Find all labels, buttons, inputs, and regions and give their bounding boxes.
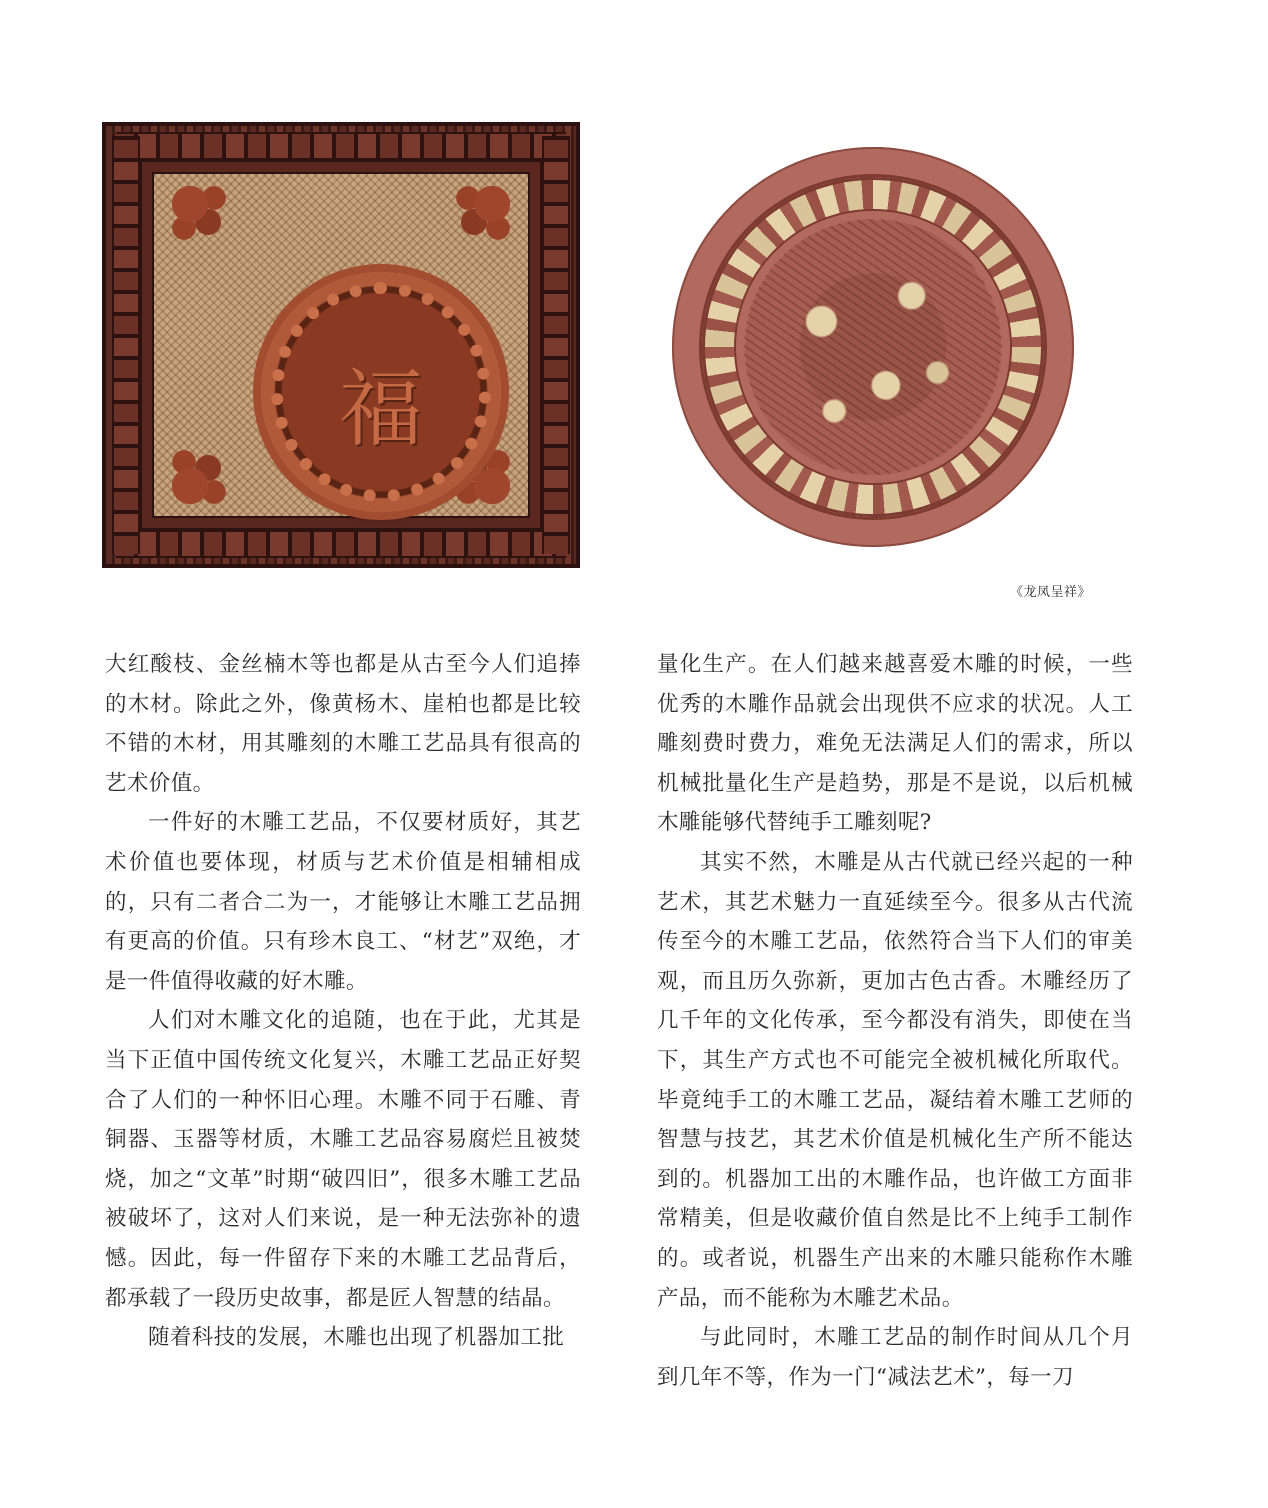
figure-caption: 《龙凤呈祥》	[1010, 585, 1092, 600]
fret-border-left	[112, 136, 140, 554]
round-inner-carving	[744, 219, 1002, 475]
paragraph: 量化生产。在人们越来越喜爱木雕的时候，一些优秀的木雕作品就会出现供不应求的状况。人工雕刻费时费力，难免无法满足人们的需求，所以机械批量化生产是趋势，那是不是说，以后机械木雕能够代替纯手工雕刻呢?	[657, 652, 1133, 836]
corner-ornament-icon	[172, 186, 232, 246]
paragraph: 其实不然，木雕是从古代就已经兴起的一种艺术，其艺术魅力一直延续至今。很多从古代流传至今的木雕工艺品，依然符合当下人们的审美观，而且历久弥新，更加古色古香。木雕经历了几千年的文化传承，至今都没有消失，即使在当下，其生产方式也不可能完全被机械化所取代。毕竟纯手工的木雕工艺品，凝结着木雕工艺师的智慧与技艺，其艺术价值是机械化生产所不能达到的。机器加工出的木雕作品，也许做工方面非常精美，但是收藏价值自然是比不上纯手工制作的。或者说，机器生产出来的木雕只能称作木雕产品，而不能称为木雕艺术品。	[657, 849, 1133, 1311]
paragraph: 人们对木雕文化的追随，也在于此，尤其是当下正值中国传统文化复兴，木雕工艺品正好契合了人们的一种怀旧心理。木雕不同于石雕、青铜器、玉器等材质，木雕工艺品容易腐烂且被焚烧，加之“文革”时期“破四旧”，很多木雕工艺品被破坏了，这对人们来说，是一种无法弥补的遗憾。因此，每一件留存下来的木雕工艺品背后，都承载了一段历史故事，都是匠人智慧的结晶。	[105, 1008, 581, 1311]
fu-character: 福	[338, 360, 423, 458]
corner-ornament-icon	[172, 444, 232, 504]
fret-border-bottom	[116, 530, 566, 558]
paragraph: 随着科技的发展，木雕也出现了机器加工批	[148, 1325, 565, 1351]
photo-fu-dragon-phoenix-frame	[102, 122, 580, 568]
paragraph: 一件好的木雕工艺品，不仅要材质好，其艺术价值也要体现，材质与艺术价值是相辅相成的，只有二者合二为一，才能够让木雕工艺品拥有更高的价值。只有珍木良工、“材艺”双绝，才是一件值得收藏的好木雕。	[105, 810, 581, 994]
fret-border-top	[116, 132, 566, 160]
photo-round-dragon-phoenix	[672, 147, 1074, 547]
text-column-left	[105, 645, 581, 1358]
dragon-phoenix-openwork	[744, 219, 1002, 475]
fret-border-right	[542, 136, 570, 554]
text-column-right	[657, 645, 1133, 1397]
paragraph: 大红酸枝、金丝楠木等也都是从古至今人们追捧的木材。除此之外，像黄杨木、崖柏也都是比较不错的木材，用其雕刻的木雕工艺品具有很高的艺术价值。	[105, 652, 581, 796]
woven-mat	[154, 174, 528, 516]
carved-medallion	[261, 272, 501, 512]
paragraph: 与此同时，木雕工艺品的制作时间从几个月到几年不等，作为一门“减法艺术”，每一刀	[657, 1325, 1133, 1390]
corner-ornament-icon	[450, 186, 510, 246]
